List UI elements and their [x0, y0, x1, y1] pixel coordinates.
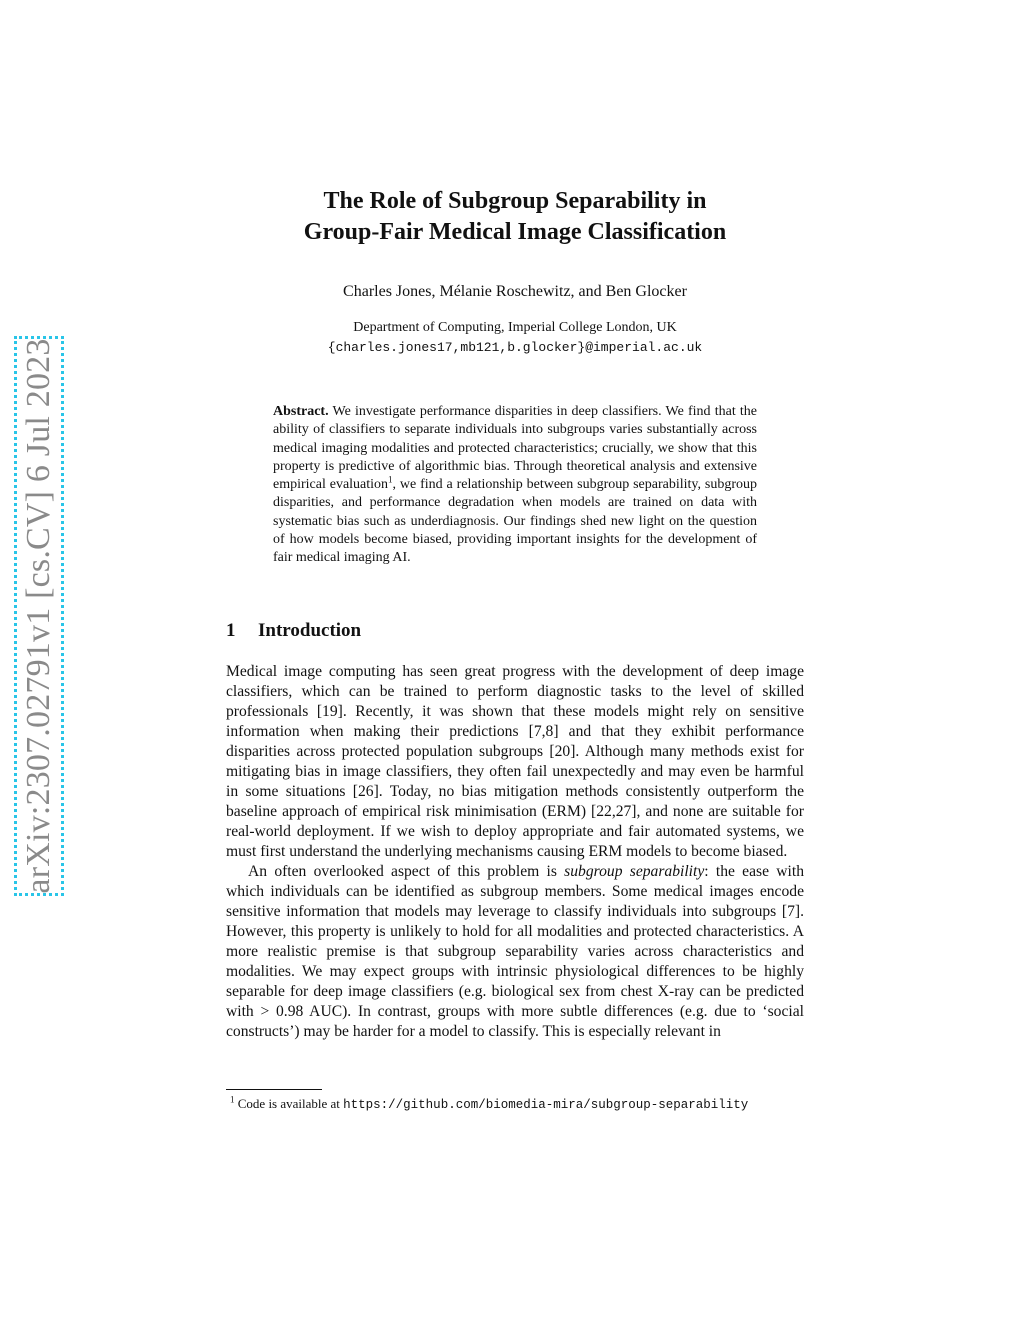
department: Department of Computing, Imperial College London, UK — [353, 320, 677, 335]
abstract-label: Abstract. — [273, 404, 329, 419]
introduction-body — [226, 662, 804, 1042]
abstract-text-part-1: We investigate performance disparities in deep classifiers. We find that the ability of classifiers to separate individuals into subgroups varies substantially across medical imaging modalities and protected characteristics; crucially, we show that this property is predictive of algorithmic bias. Through theoretical analysis and extensive empirical evaluation — [273, 404, 757, 493]
author-emails: {charles.jones17,mb121,b.glocker}@imperial.ac.uk — [327, 340, 703, 355]
arxiv-stamp-text: arXiv:2307.02791v1 [cs.CV] 6 Jul 2023 — [20, 338, 57, 894]
paragraph-2-rest: : the ease with which individuals can be identified as subgroup members. Some medical images encode sensitive information that models may leverage to classify individuals into subgroups [7]. However, this property is unlikely to hold for all modalities and protected characteristics. A more realistic premise is that subgroup separability varies across characteristics and modalities. We may expect groups with intrinsic physiological differences to be highly separable for deep image classifiers (e.g. biological sex from chest X-ray can be predicted with > 0.98 AUC). In contrast, groups with more subtle differences (e.g. due to ‘social constructs’) may be harder for a model to classify. This is especially relevant in — [226, 863, 804, 1040]
author-list: Charles Jones, Mélanie Roschewitz, and Ben Glocker — [343, 283, 687, 300]
title-line-2: Group-Fair Medical Image Classification — [303, 219, 727, 245]
paper-title — [200, 186, 830, 248]
footnote-text: Code is available at — [234, 1096, 344, 1111]
footnote-mark: 1 — [230, 1094, 235, 1105]
abstract-text-part-2: , we find a relationship between subgroup separability, subgroup disparities, and performance degradation when models are trained on data with systematic bias such as underdiagnosis. Our findings shed new light on the question of how models become biased, providing important insights for the development of fair medical imaging AI. — [273, 477, 757, 566]
paragraph-2-emphasis: subgroup separability — [564, 863, 705, 880]
section-title: Introduction — [258, 620, 362, 641]
footnote-divider — [226, 1089, 322, 1090]
abstract — [273, 403, 757, 568]
affiliation — [200, 318, 830, 358]
title-line-1: The Role of Subgroup Separability in — [323, 188, 707, 214]
section-heading-introduction — [226, 620, 361, 642]
code-url-link[interactable]: https://github.com/biomedia-mira/subgroup-separability — [343, 1098, 749, 1112]
footnote-marker: 1 — [388, 474, 393, 485]
arxiv-stamp — [14, 336, 64, 896]
section-number: 1 — [226, 620, 236, 641]
paragraph-2-start: An often overlooked aspect of this problem is — [248, 863, 565, 880]
footnote — [230, 1096, 748, 1112]
paragraph-1: Medical image computing has seen great progress with the development of deep image classifiers, which can be trained to perform diagnostic tasks to the level of skilled professionals [19]. Recently, it was shown that these models might rely on sensitive information when making their predictions [7,8] and that they exhibit performance disparities across protected population subgroups [20]. Although many methods exist for mitigating bias in image classifiers, they often fail unexpectedly and may even be harmful in some situations [26]. Today, no bias mitigation methods consistently outperform the baseline approach of empirical risk minimisation (ERM) [22,27], and none are suitable for real-world deployment. If we wish to deploy appropriate and fair automated systems, we must first understand the underlying mechanisms causing ERM models to become biased. — [226, 663, 804, 860]
paragraph-2 — [226, 862, 804, 1042]
